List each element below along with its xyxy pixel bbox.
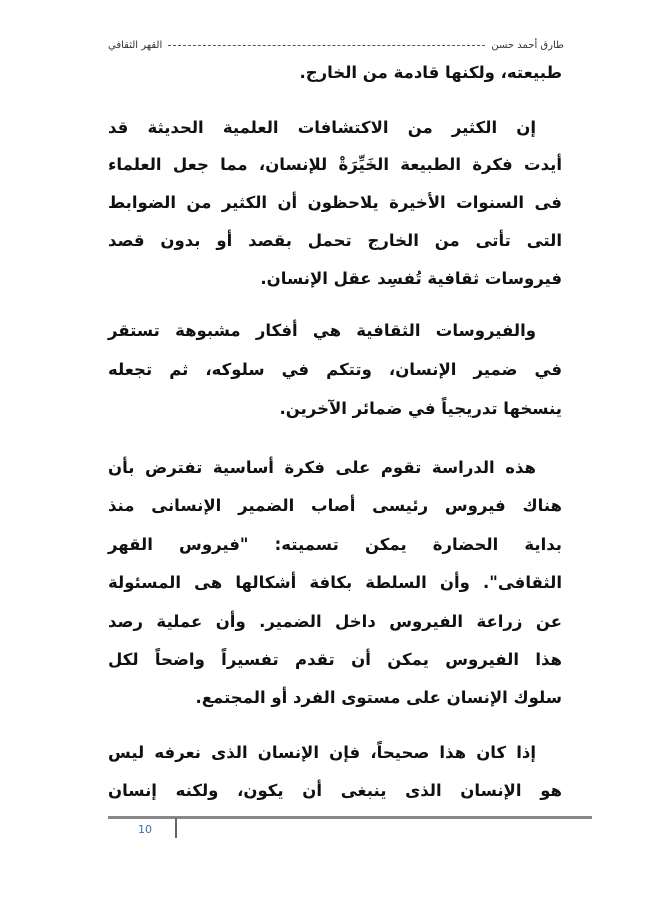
text-line: سلوك الإنسان على مستوى الفرد أو المجتمع. [195,688,562,707]
text-line: عن زراعة الفيروس داخل الضمير. وأن عملية رصد [108,612,562,631]
paragraph-first-line: إن الكثير من الاكتشافات العلمية الحديثة قد [108,118,536,137]
header-author: طارق أحمد حسن [491,39,564,51]
text-line: هناك فيروس رئيسى أصاب الضمير الإنسانى منذ [108,496,562,515]
text-line: ينسخها تدريجياً في ضمائر الآخرين. [279,399,562,418]
paragraph-first-line: والفيروسات الثقافية هي أفكار مشبوهة تستقر [108,321,536,340]
text-line: طبيعته، ولكنها قادمة من الخارج. [299,63,562,82]
footer-divider [175,818,177,838]
header-divider [168,45,485,46]
page-number: 10 [138,823,152,836]
text-line: أيدت فكرة الطبيعة الخَيِّرَةْ للإنسان، مما جعل العلماء [108,155,562,174]
paragraph-first-line: إذا كان هذا صحيحاً، فإن الإنسان الذى نعرفه ليس [108,743,536,762]
header-book-title: القهر الثقافي [108,39,163,51]
text-line: فى السنوات الأخيرة يلاحظون أن الكثير من الضوابط [108,193,562,212]
paragraph-first-line: هذه الدراسة تقوم على فكرة أساسية تفترض بأن [108,458,536,477]
text-line: فيروسات ثقافية تُفسِد عقل الإنسان. [260,269,562,288]
running-header [108,37,564,53]
text-line: التى تأتى من الخارج تحمل بقصد أو بدون قصد [108,231,562,250]
footer-rule [108,816,592,819]
text-line: بداية الحضارة يمكن تسميته: "فيروس القهر [108,535,562,554]
text-line: هو الإنسان الذى ينبغى أن يكون، ولكنه إنسان [108,781,562,800]
text-line: هذا الفيروس يمكن أن تقدم تفسيراً واضحاً لكل [108,650,562,669]
text-line: في ضمير الإنسان، وتتكم في سلوكه، ثم تجعله [108,360,562,379]
text-line: الثقافى". وأن السلطة بكافة أشكالها هى المسئولة [108,573,562,592]
